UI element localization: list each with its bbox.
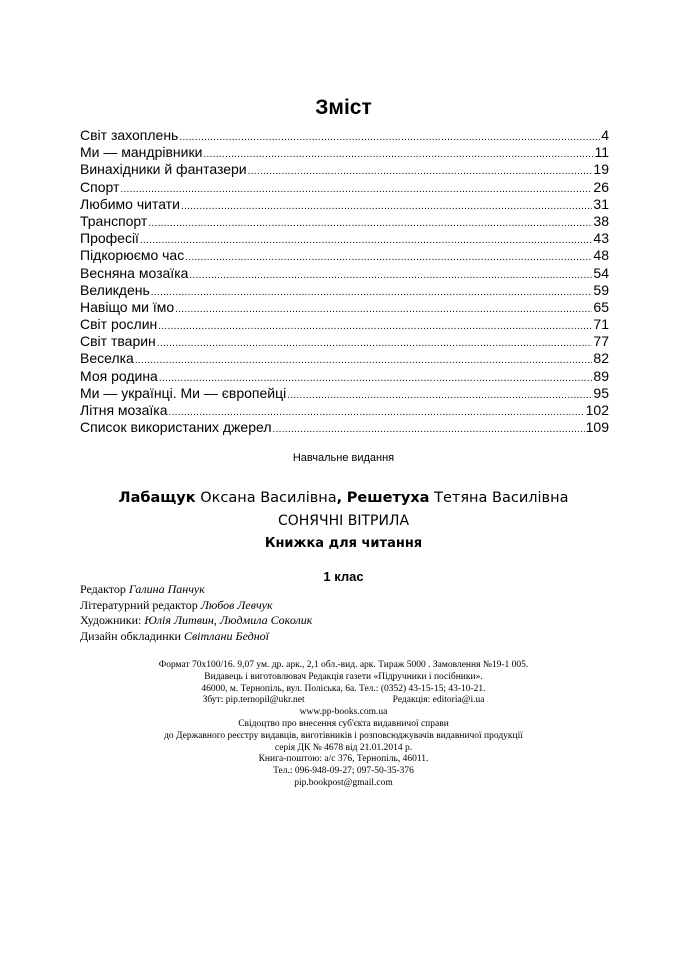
toc-entry-title: Світ рослин <box>80 316 158 333</box>
format-line: Формат 70х100/16. 9,07 ум. др. арк., 2,1 обл.-вид. арк. Тираж 5000 . Замовлення №19-1 005. <box>158 660 529 670</box>
toc-entry-page: 48 <box>593 247 609 264</box>
email-row <box>0 695 687 707</box>
credit-person: Любов Левчук <box>200 597 273 612</box>
toc-entry-title: Список використаних джерел <box>80 419 272 436</box>
toc-entry-title: Професії <box>80 230 139 247</box>
toc-entry-page: 43 <box>593 230 609 247</box>
toc-entry-page: 19 <box>593 161 609 178</box>
toc-entry-page: 31 <box>593 195 609 212</box>
toc-entry-page: 11 <box>594 144 609 161</box>
certificate-line-3: серія ДК № 4678 від 21.01.2014 р. <box>274 742 413 753</box>
toc-entry-page: 71 <box>593 316 609 333</box>
credit-role: Літературний редактор <box>80 597 198 612</box>
toc-entry <box>80 196 609 213</box>
toc-entry <box>80 247 609 264</box>
table-of-contents <box>80 127 609 436</box>
certificate-line-2: до Державного реєстру видавців, виготівників і розповсюджувачів видавничої продукції <box>164 730 523 741</box>
toc-entry-page: 82 <box>593 350 609 367</box>
toc-entry-title: Ми — українці. Ми — європейці <box>80 384 287 401</box>
toc-entry <box>80 230 609 247</box>
grade-label: 1 клас <box>323 569 364 584</box>
credits-block <box>80 582 480 644</box>
toc-leader-dots <box>272 419 584 438</box>
credit-person: Юлія Литвин, Людмила Соколик <box>144 613 313 627</box>
toc-entry-page: 59 <box>593 281 609 298</box>
sales-email: Збут: pip.ternopil@ukr.net <box>202 695 305 706</box>
toc-entry <box>80 350 609 367</box>
book-title: СОНЯЧНІ ВІТРИЛА <box>277 513 410 529</box>
toc-entry <box>80 368 609 385</box>
toc-entry-title: Підкорюємо час <box>80 247 185 264</box>
phone-line: Тел.: 096-948-09-27; 097-50-35-376 <box>273 766 414 777</box>
credit-role: Редактор <box>80 582 126 596</box>
toc-entry <box>80 161 609 178</box>
toc-entry-page: 38 <box>593 212 609 229</box>
toc-entry-title: Світ захоплень <box>80 127 179 143</box>
certificate-line-1: Свідоцтво про внесення суб'єкта видавничої справи <box>238 718 449 729</box>
toc-entry <box>80 179 609 196</box>
edition-type: Навчальне видання <box>292 452 395 464</box>
credit-person: Галина Панчук <box>128 582 205 596</box>
toc-title: Зміст <box>315 96 372 119</box>
toc-entry-title: Навіщо ми їмо <box>80 298 175 315</box>
toc-entry <box>80 213 609 230</box>
imprint-block <box>0 660 687 790</box>
toc-entry <box>80 333 609 350</box>
publisher-line: Видавець і виготовлювач Редакція газети «Підручники і посібники». <box>204 671 483 682</box>
toc-entry-title: Великдень <box>80 281 150 298</box>
toc-entry <box>80 282 609 299</box>
toc-entry-title: Світ тварин <box>80 333 156 350</box>
authors-line <box>0 490 687 506</box>
credit-line <box>80 582 480 598</box>
address-line: 46000, м. Тернопіль, вул. Поліська, 6а. Тел.: (0352) 43-15-15; 43-10-21. <box>201 683 486 694</box>
toc-entry <box>80 299 609 316</box>
toc-entry-page: 54 <box>593 264 609 281</box>
credit-role: Художники: <box>80 613 142 627</box>
toc-entry-title: Моя родина <box>80 367 158 384</box>
toc-entry-page: 89 <box>593 367 609 384</box>
toc-entry-page: 4 <box>601 127 609 143</box>
toc-entry-page: 102 <box>585 402 609 418</box>
toc-entry <box>80 419 609 436</box>
toc-entry <box>80 144 609 161</box>
credit-line <box>80 613 480 629</box>
toc-entry-title: Літня мозаїка <box>80 402 168 418</box>
author2-name: Тетяна Василівна <box>434 490 569 506</box>
toc-entry-title: Веселка <box>80 350 134 367</box>
credit-person: Світлани Бедної <box>183 628 269 643</box>
credit-role: Дизайн обкладинки <box>80 628 181 643</box>
editorial-email: Редакція: editoria@i.ua <box>392 695 485 706</box>
website-link: www.pp-books.com.ua <box>299 707 388 718</box>
authors-separator: , <box>336 490 343 506</box>
book-subtitle: Книжка для читання <box>264 536 423 551</box>
toc-entry-page: 109 <box>585 419 609 436</box>
credit-line <box>80 629 480 645</box>
bookpost-email: pip.bookpost@gmail.com <box>294 777 393 788</box>
toc-entry-page: 26 <box>593 178 609 195</box>
author2-surname: Решетуха <box>346 490 430 506</box>
toc-entry-page: 77 <box>593 333 609 350</box>
toc-entry <box>80 127 609 144</box>
toc-entry-title: Транспорт <box>80 212 148 229</box>
toc-entry-title: Ми — мандрівники <box>80 144 203 161</box>
toc-entry-page: 95 <box>593 384 609 401</box>
toc-entry <box>80 265 609 282</box>
toc-entry-title: Винахідники й фантазери <box>80 161 247 178</box>
toc-entry <box>80 316 609 333</box>
toc-entry-title: Любимо читати <box>80 195 180 212</box>
mail-order-line: Книга-поштою: а/с 376, Тернопіль, 46011. <box>258 754 429 765</box>
author1-surname: Лабащук <box>118 490 196 506</box>
toc-entry <box>80 402 609 419</box>
credit-line <box>80 598 480 614</box>
toc-entry-title: Спорт <box>80 178 120 195</box>
author1-name: Оксана Василівна <box>200 490 337 506</box>
toc-entry <box>80 385 609 402</box>
toc-entry-page: 65 <box>593 298 609 315</box>
toc-entry-title: Весняна мозаїка <box>80 264 189 281</box>
